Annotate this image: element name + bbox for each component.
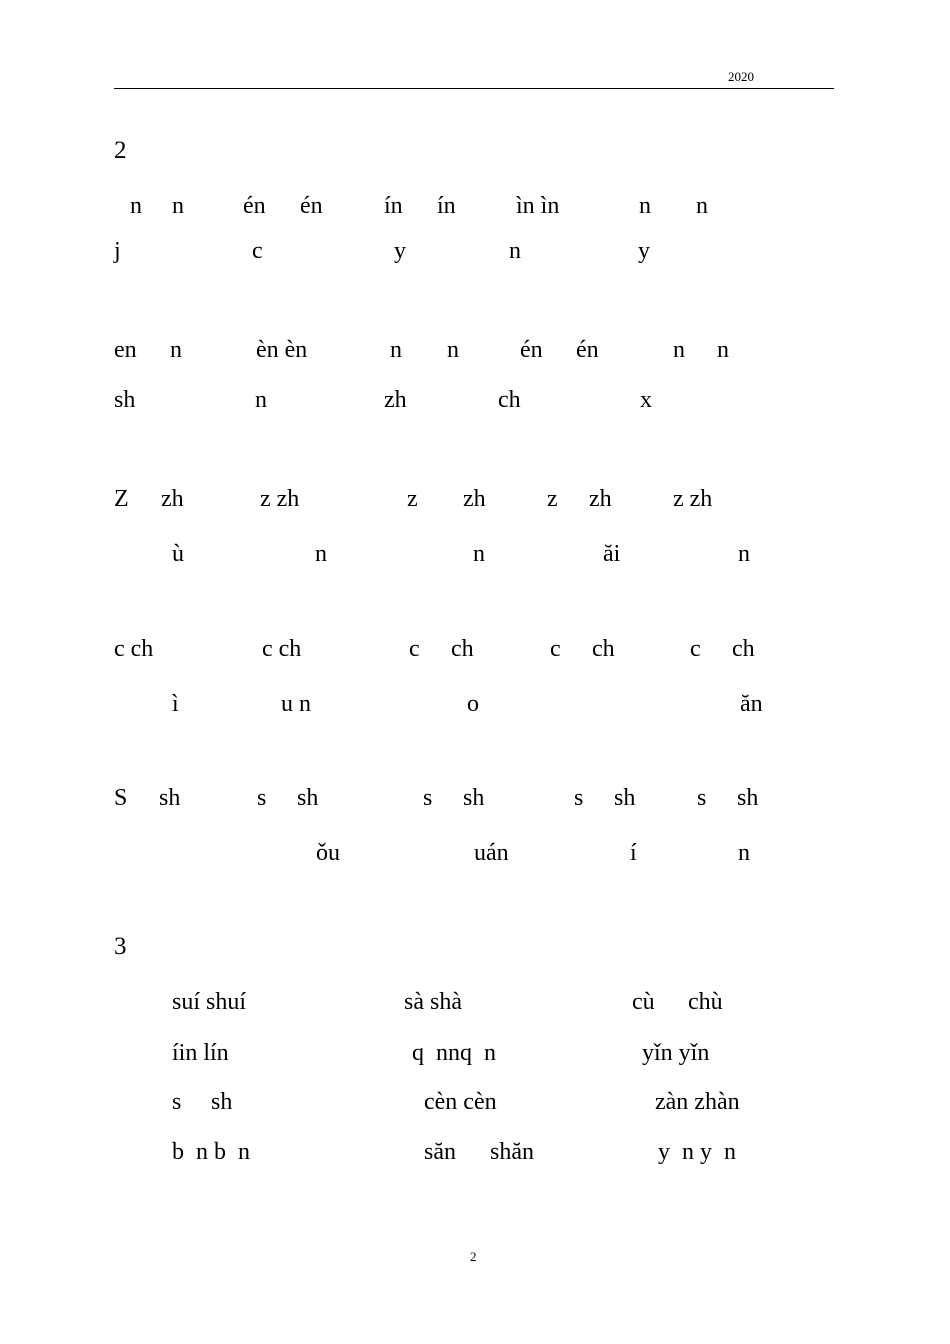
pinyin-item: n [130, 193, 142, 219]
pinyin-item: c [550, 636, 561, 662]
word-pair: sh [211, 1089, 233, 1115]
pinyin-item: Z [114, 486, 129, 512]
word-pair: yǐn yǐn [642, 1040, 710, 1066]
word-pair: s [172, 1089, 182, 1115]
pinyin-item: S [114, 785, 128, 811]
word-pair: shăn [490, 1139, 534, 1165]
word-pair-row-2 [0, 1038, 950, 1068]
word-pair: b n b n [172, 1139, 250, 1165]
pinyin-item: s [697, 785, 707, 811]
pinyin-item: én [520, 337, 543, 363]
page-number: 2 [470, 1249, 477, 1264]
pinyin-item: n [673, 337, 685, 363]
pinyin-item: s [423, 785, 433, 811]
word-pair-row-3 [0, 1087, 950, 1117]
word-pair: cèn cèn [424, 1089, 497, 1115]
pinyin-row-4 [0, 385, 950, 415]
section-number-3: 3 [114, 933, 127, 960]
pinyin-item: n [473, 541, 485, 567]
pinyin-item: s [257, 785, 267, 811]
pinyin-item: ín [437, 193, 456, 219]
pinyin-item: sh [463, 785, 485, 811]
pinyin-item: uán [474, 840, 509, 866]
pinyin-row-8 [0, 689, 950, 719]
header-rule [114, 88, 834, 89]
pinyin-row-2 [0, 236, 950, 266]
pinyin-item: ù [172, 541, 184, 567]
word-pair: săn [424, 1139, 456, 1165]
pinyin-item: sh [737, 785, 759, 811]
pinyin-item: c [409, 636, 420, 662]
pinyin-item: én [243, 193, 266, 219]
pinyin-item: s [574, 785, 584, 811]
pinyin-item: ch [732, 636, 755, 662]
pinyin-item: sh [159, 785, 181, 811]
pinyin-item: ăi [603, 541, 621, 567]
pinyin-item: z [407, 486, 418, 512]
pinyin-row-7 [0, 634, 950, 664]
pinyin-item: sh [114, 387, 136, 413]
pinyin-item: n [315, 541, 327, 567]
pinyin-item: o [467, 691, 479, 717]
pinyin-item: c ch [114, 636, 154, 662]
pinyin-item: n [509, 238, 521, 264]
pinyin-item: z zh [260, 486, 300, 512]
pinyin-item: í [630, 840, 637, 866]
pinyin-item: n [390, 337, 402, 363]
pinyin-item: u n [281, 691, 311, 717]
pinyin-item: n [738, 840, 750, 866]
pinyin-item: zh [161, 486, 184, 512]
pinyin-item: én [576, 337, 599, 363]
word-pair: y n y n [658, 1139, 736, 1165]
pinyin-item: n [696, 193, 708, 219]
pinyin-item: èn èn [256, 337, 308, 363]
pinyin-item: x [640, 387, 652, 413]
pinyin-item: ǒu [316, 840, 340, 866]
pinyin-item: ch [498, 387, 521, 413]
word-pair: q nnq n [412, 1040, 496, 1066]
header-year: 2020 [728, 69, 754, 84]
pinyin-item: z [547, 486, 558, 512]
word-pair: cù [632, 989, 655, 1015]
pinyin-item: ìn ìn [516, 193, 560, 219]
pinyin-row-10 [0, 838, 950, 868]
pinyin-item: n [170, 337, 182, 363]
pinyin-item: z zh [673, 486, 713, 512]
pinyin-item: ín [384, 193, 403, 219]
pinyin-item: en [114, 337, 137, 363]
pinyin-item: ăn [740, 691, 763, 717]
pinyin-item: ì [172, 691, 179, 717]
pinyin-item: ch [451, 636, 474, 662]
word-pair: íin lín [172, 1040, 229, 1066]
pinyin-item: sh [614, 785, 636, 811]
pinyin-item: n [255, 387, 267, 413]
pinyin-item: ch [592, 636, 615, 662]
pinyin-item: n [717, 337, 729, 363]
pinyin-item: én [300, 193, 323, 219]
pinyin-item: c [252, 238, 263, 264]
pinyin-item: zh [384, 387, 407, 413]
pinyin-item: n [738, 541, 750, 567]
pinyin-row-9 [0, 783, 950, 813]
word-pair-row-4 [0, 1137, 950, 1167]
pinyin-item: zh [589, 486, 612, 512]
pinyin-item: j [114, 238, 121, 264]
word-pair: suí shuí [172, 989, 247, 1015]
pinyin-row-3 [0, 335, 950, 365]
word-pair-row-1 [0, 987, 950, 1017]
word-pair: zàn zhàn [655, 1089, 740, 1115]
section-number-2: 2 [114, 137, 127, 164]
pinyin-item: sh [297, 785, 319, 811]
pinyin-row-5 [0, 484, 950, 514]
pinyin-item: n [639, 193, 651, 219]
pinyin-row-6 [0, 539, 950, 569]
pinyin-item: y [394, 238, 406, 264]
pinyin-row-1 [0, 191, 950, 221]
word-pair: chù [688, 989, 723, 1015]
pinyin-item: n [447, 337, 459, 363]
pinyin-item: zh [463, 486, 486, 512]
pinyin-item: c [690, 636, 701, 662]
word-pair: sà shà [404, 989, 462, 1015]
pinyin-item: n [172, 193, 184, 219]
pinyin-item: y [638, 238, 650, 264]
pinyin-item: c ch [262, 636, 302, 662]
